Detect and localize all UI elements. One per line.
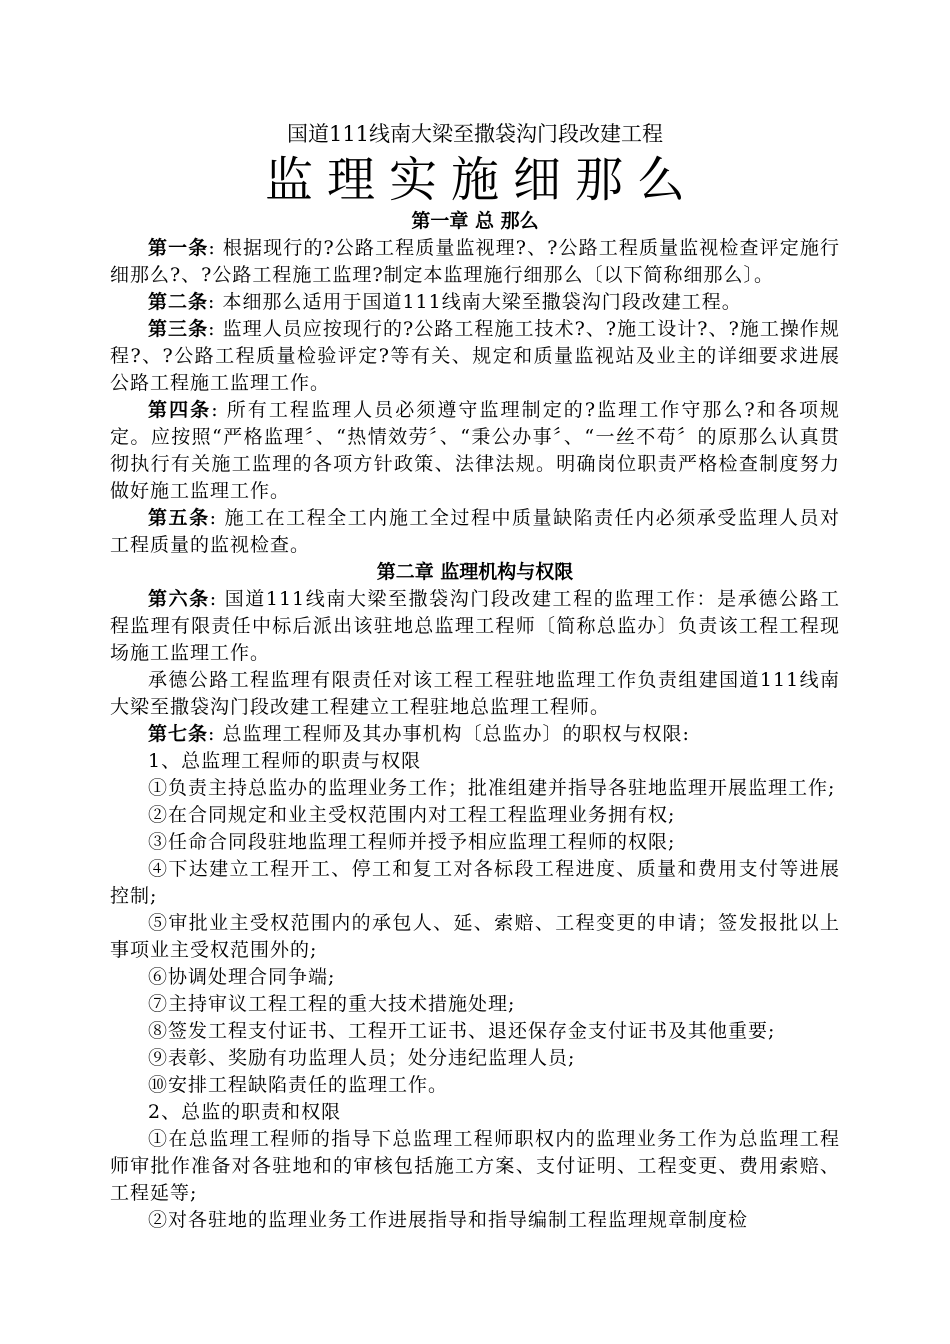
paragraph-text: ①负责主持总监办的监理业务工作；批准组建并指导各驻地监理开展监理工作; — [148, 777, 836, 799]
paragraph-text: : 所有工程监理人员必须遵守监理制定的?监理工作守那么?和各项规定。应按照“严格监理〞、“热情效劳〞、“秉公办事〞、“一丝不苟〞的原那么认真贯彻执行有关施工监理的各项方针政策、法律法规。明确岗位职责严格检查制度努力做好施工监理工作。 — [110, 399, 840, 502]
chapter-heading: 第二章 监理机构与权限 — [376, 561, 574, 583]
paragraph — [110, 1018, 840, 1045]
paragraph-text: ②对各驻地的监理业务工作进展指导和指导编制工程监理规章制度检 — [148, 1209, 749, 1231]
paragraph-text: ⑤审批业主受权范围内的承包人、延、索赔、工程变更的申请；签发报批以上事项业主受权范围外的; — [110, 912, 840, 961]
paragraph-text: : 施工在工程全工内施工全过程中质量缺陷责任内必须承受监理人员对工程质量的监视检查。 — [110, 507, 840, 556]
paragraph-text: 1、总监理工程师的职责与权限 — [148, 750, 422, 772]
paragraph — [110, 775, 840, 802]
paragraph — [110, 748, 840, 775]
paragraph-text: ①在总监理工程师的指导下总监理工程师职权内的监理业务工作为总监理工程师审批作准备对各驻地和的审核包括施工方案、支付证明、工程变更、费用索赔、工程延等; — [110, 1128, 840, 1204]
paragraph-text: ⑦主持审议工程工程的重大技术措施处理; — [148, 993, 516, 1015]
paragraph-text: ⑧签发工程支付证书、工程开工证书、退还保存金支付证书及其他重要; — [148, 1020, 776, 1042]
paragraph-text: : 监理人员应按现行的?公路工程施工技术?、?施工设计?、?施工操作规程?、?公路工程质量检验评定?等有关、规定和质量监视站及业主的详细要求进展公路工程施工监理工作。 — [110, 318, 840, 394]
article-label: 第二条 — [148, 291, 209, 313]
paragraph-text: : 国道111线南大梁至撒袋沟门段改建工程的监理工作：是承德公路工程监理有限责任中标后派出该驻地总监理工程师〔简称总监办〕负责该工程工程现场施工监理工作。 — [110, 588, 840, 664]
paragraph — [110, 1126, 840, 1207]
chapter-heading: 第一章 总 那么 — [411, 210, 539, 232]
paragraph — [110, 235, 840, 289]
paragraph — [110, 802, 840, 829]
paragraph — [110, 1099, 840, 1126]
document-body — [110, 118, 840, 1234]
paragraph-text: ⑥协调处理合同争端; — [148, 966, 336, 988]
paragraph — [110, 1072, 840, 1099]
paragraph-text: 2、总监的职责和权限 — [148, 1101, 342, 1123]
paragraph-text: : 总监理工程师及其办事机构〔总监办〕的职权与权限: — [208, 723, 690, 745]
paragraph — [110, 964, 840, 991]
paragraph-text: ⑩安排工程缺陷责任的监理工作。 — [148, 1074, 449, 1096]
paragraph — [110, 991, 840, 1018]
article-label: 第六条 — [148, 588, 210, 610]
paragraph — [110, 910, 840, 964]
paragraph-text: ④下达建立工程开工、停工和复工对各标段工程进度、质量和费用支付等进展控制; — [110, 858, 840, 907]
document-subtitle: 国道111线南大梁至撒袋沟门段改建工程 — [286, 122, 664, 146]
paragraph — [110, 289, 840, 316]
paragraph-text: 承德公路工程监理有限责任对该工程工程驻地监理工作负责组建国道111线南大梁至撒袋沟门段改建工程建立工程驻地总监理工程师。 — [110, 669, 840, 718]
paragraph — [110, 1207, 840, 1234]
paragraph-text: ②在合同规定和业主受权范围内对工程工程监理业务拥有权; — [148, 804, 676, 826]
paragraph — [110, 397, 840, 505]
paragraph — [110, 316, 840, 397]
paragraph — [110, 721, 840, 748]
paragraph — [110, 667, 840, 721]
paragraph-text: : 根据现行的?公路工程质量监视理?、?公路工程质量监视检查评定施行细那么?、?公路工程施工监理?制定本监理施行细那么〔以下简称细那么〕。 — [110, 237, 840, 286]
article-label: 第三条 — [148, 318, 209, 340]
article-label: 第四条 — [148, 399, 212, 421]
paragraph-text: ⑨表彰、奖励有功监理人员；处分违纪监理人员; — [148, 1047, 576, 1069]
paragraph — [110, 586, 840, 667]
paragraph-text: ③任命合同段驻地监理工程师并授予相应监理工程师的权限; — [148, 831, 676, 853]
paragraph-text: : 本细那么适用于国道111线南大梁至撒袋沟门段改建工程。 — [208, 291, 742, 313]
paragraph — [110, 1045, 840, 1072]
document-title: 监理实施细那么 — [264, 152, 699, 208]
article-label: 第七条 — [148, 723, 209, 745]
paragraph — [110, 856, 840, 910]
paragraph — [110, 829, 840, 856]
article-label: 第五条 — [148, 507, 210, 529]
article-label: 第一条 — [148, 237, 209, 259]
paragraph — [110, 505, 840, 559]
